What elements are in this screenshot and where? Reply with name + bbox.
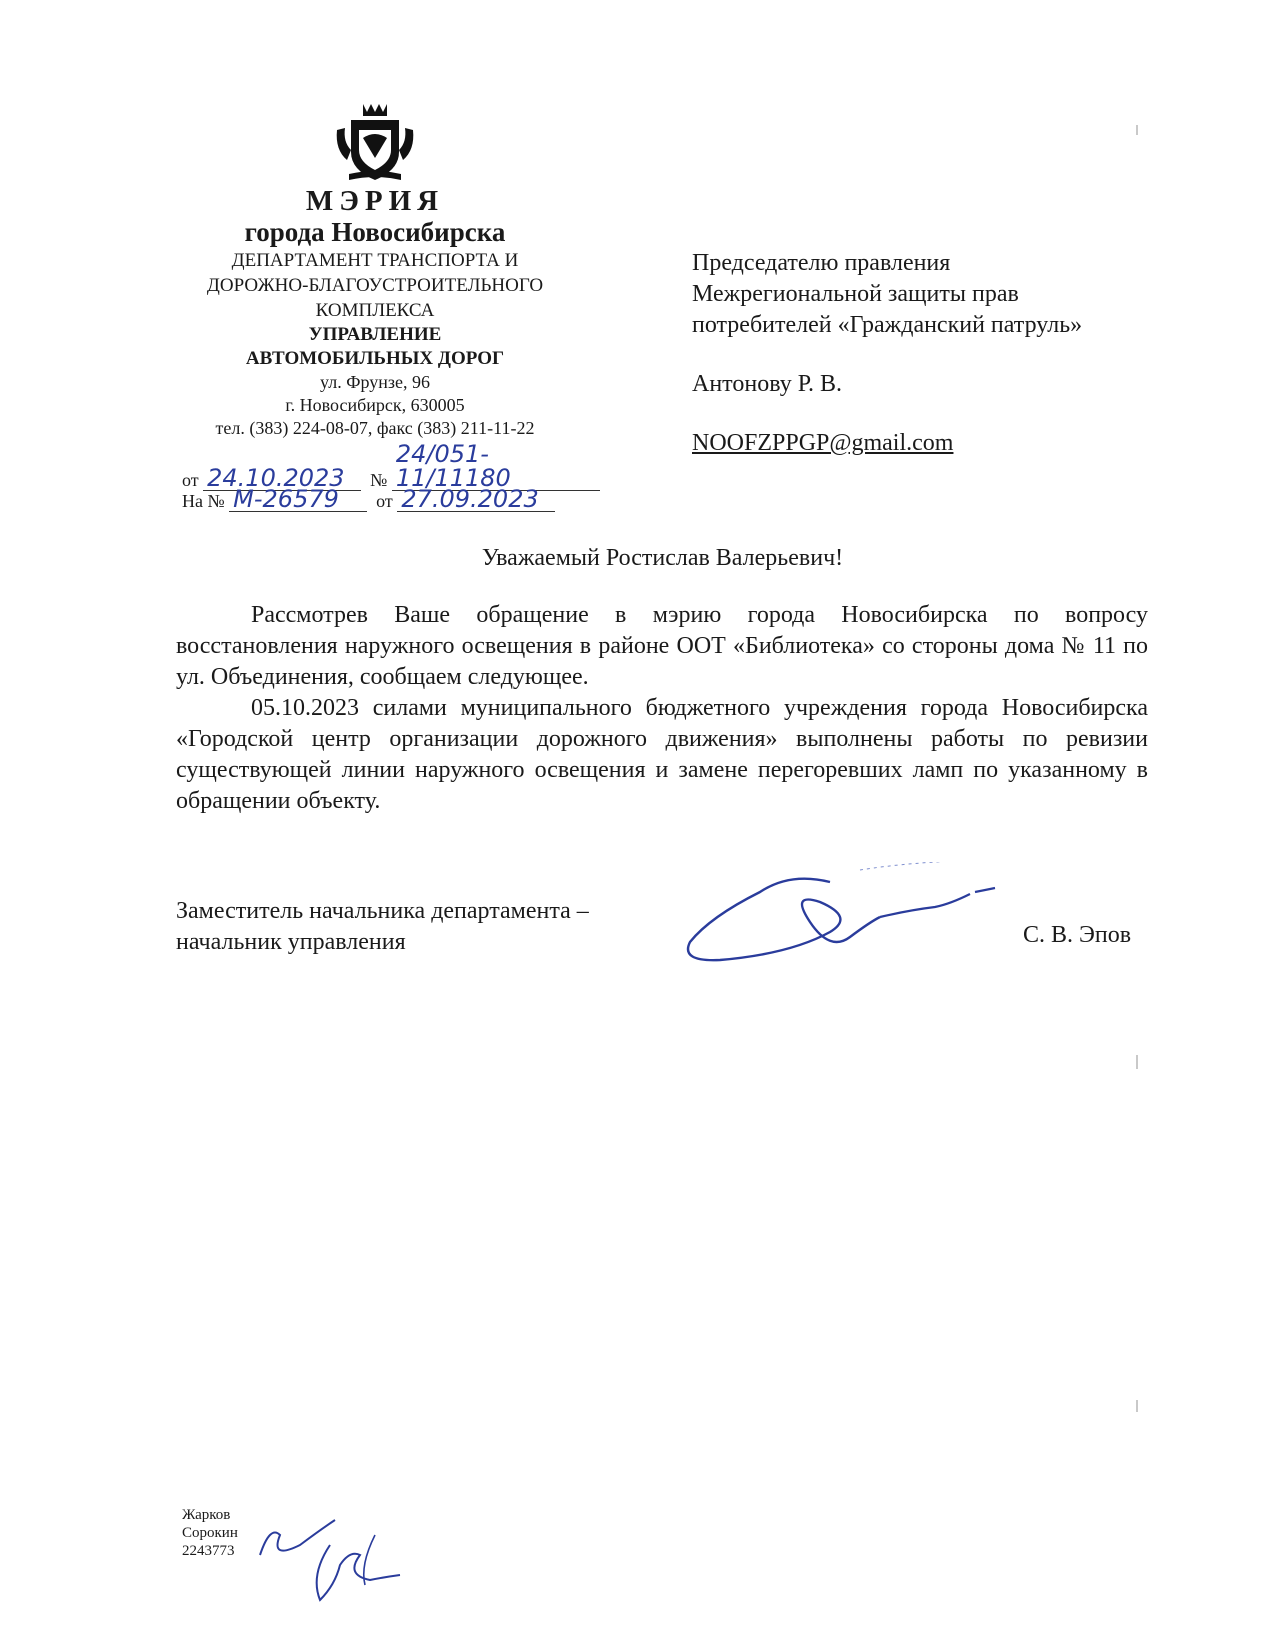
number-label: № (370, 470, 388, 490)
letter-body (176, 600, 1148, 817)
addressee-line: потребителей «Гражданский патруль» (692, 312, 1083, 338)
signer-name: С. В. Эпов (1023, 922, 1132, 948)
division-line: АВТОМОБИЛЬНЫХ ДОРОГ (245, 348, 505, 369)
scan-mark (1136, 125, 1138, 135)
addressee-email: NOOFZPPGP@gmail.com (692, 430, 954, 456)
scan-mark (1136, 1400, 1138, 1412)
executors-block (182, 1506, 238, 1560)
reply-number: М-26579 (229, 487, 367, 512)
phone-fax: тел. (383) 224-08-07, факс (383) 211-11-22 (215, 418, 535, 438)
addressee-line: Межрегиональной защиты прав (692, 281, 1019, 307)
outgoing-number: 24/051-11/11180 (392, 442, 600, 491)
outgoing-reference (182, 442, 600, 491)
salutation: Уважаемый Ростислав Валерьевич! (481, 545, 844, 571)
from-label: от (182, 470, 199, 490)
department-line: ДЕПАРТАМЕНТ ТРАНСПОРТА И (231, 250, 519, 271)
signer-position-line: Заместитель начальника департамента – (176, 898, 589, 924)
street-address: ул. Фрунзе, 96 (320, 372, 430, 392)
handwritten-signature (680, 862, 1010, 982)
outgoing-date: 24.10.2023 (203, 466, 361, 491)
reply-label: На № (182, 491, 225, 511)
letterhead-city: города Новосибирска (244, 217, 506, 247)
signer-position (176, 896, 589, 958)
body-paragraph: 05.10.2023 силами муниципального бюджетного учреждения города Новосибирска «Городской центр организации дорожного движения» выполнены работы по ревизии существующей линии наружного освещения и замене перегоревших ламп по указанному в обращении объекту. (176, 695, 1148, 814)
addressee-name: Антонову Р. В. (692, 371, 843, 397)
division-line: УПРАВЛЕНИЕ (308, 324, 442, 345)
addressee-block (692, 248, 1082, 459)
reply-date: 27.09.2023 (397, 487, 555, 512)
executor-phone: 2243773 (182, 1543, 235, 1559)
city-emblem-icon (333, 100, 417, 186)
signer-position-line: начальник управления (176, 929, 406, 955)
letterhead (170, 100, 580, 440)
body-paragraph: Рассмотрев Ваше обращение в мэрию города Новосибирска по вопросу восстановления наружного освещения в районе ООТ «Библиотека» со стороны дома № 11 по ул. Объединения, сообщаем следующее. (176, 602, 1148, 690)
scan-mark (1136, 1055, 1138, 1069)
department-line: ДОРОЖНО-БЛАГОУСТРОИТЕЛЬНОГО (206, 275, 544, 296)
city-zip: г. Новосибирск, 630005 (285, 395, 465, 415)
department-line: КОМПЛЕКСА (315, 300, 435, 321)
addressee-line: Председателю правления (692, 250, 951, 276)
letterhead-title: МЭРИЯ (305, 185, 445, 217)
incoming-reference (182, 487, 555, 512)
executor-name: Сорокин (182, 1525, 238, 1541)
approval-initials (240, 1505, 430, 1615)
reply-from-label: от (376, 491, 393, 511)
executor-name: Жарков (182, 1507, 231, 1523)
